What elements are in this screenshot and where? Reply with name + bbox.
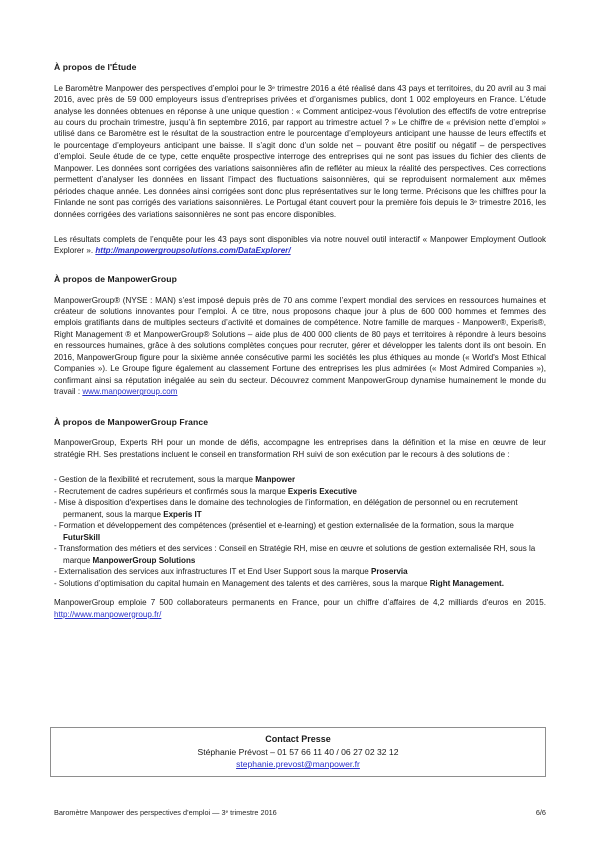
manpowergroup-website-link[interactable]: www.manpowergroup.com: [82, 387, 178, 397]
service-list-item: [54, 486, 546, 498]
paragraph-etude-intro: [54, 83, 546, 220]
service-item-text: - Solutions d’optimisation du capital humain en Management des talents et des carrières, sous la marque: [54, 578, 430, 588]
effectifs-text: ManpowerGroup emploie 7 500 collaborateurs permanents en France, pour un chiffre d’affaires de 4,2 milliards d'euros en 2015.: [54, 598, 546, 608]
service-list-item: [54, 497, 546, 520]
service-item-brand: Manpower: [255, 475, 296, 485]
etude-text-part2: trimestre 2016 a été réalisé dans 43 pays et territoires, du 20 avril au 3 mai 2016, avec près de 59 000 employeurs issus d’entreprises privées et d’organismes publics, dont 1 002 employeurs en France. L’étude analyse les données obtenues en réponse à une unique question : « Comment anticipez-vous l’évolution des effectifs de votre entreprise au cours du prochain trimestre, jusqu’à fin septembre 2016, par rapport au trimestre actuel ? » Le chiffre de « prévision nette d’emploi » utilisé dans ce Baromètre est le résultat de la soustraction entre le pourcentage d’employeurs anticipant une hausse de leurs effectifs et le pourcentage d’employeurs anticipant une baisse. Il s’agit donc d’un solde net – pouvant être positif ou négatif – de perspectives d’emploi. Seule étude de ce type, cette enquête prospective interroge des entreprises qui ne sont pas issues du fichier des clients de Manpower. Les données sont corrigées des variations saisonnières afin de refléter au mieux la réalité des perspectives. Ces corrections permettent d’analyser les données en lissant l’impact des fluctuations saisonnières, qui se reproduisent normalement aux mêmes périodes chaque année. Les données ainsi corrigées sont donc plus représentatives sur le long terme. Précisons que les chiffres pour la Finlande ne sont pas corrigés des variations saisonnières. Le Portugal étant couvert pour la première fois depuis le 3: [54, 83, 546, 208]
contact-title: Contact Presse: [265, 734, 331, 744]
ordinal-superscript: e: [272, 84, 275, 91]
section-heading-etude: À propos de l'Étude: [54, 62, 137, 72]
service-item-brand: FuturSkill: [63, 532, 101, 542]
contact-box: [50, 727, 546, 777]
footer-title-part2: trimestre 2016: [228, 808, 277, 817]
service-item-text: - Transformation des métiers et des services : Conseil en Stratégie RH, mise en œuvre et solutions de gestion externalisée RH, sous la marque: [54, 544, 536, 565]
etude-text-part3: trimestre 2016, les données corrigées des variations saisonnières ne sont pas encore disponibles.: [54, 198, 547, 219]
service-item-brand: Experis IT: [163, 509, 202, 519]
service-item-text: - Mise à disposition d'expertises dans le domaine des technologies de l’information, en délégation de personnel ou en recrutement permanent, sous la marque: [54, 498, 518, 519]
section-heading-manpowergroup-france: À propos de ManpowerGroup France: [54, 416, 209, 427]
footer-title-part1: Baromètre Manpower des perspectives d’emploi — 3: [54, 808, 226, 817]
services-list: [54, 474, 546, 589]
section-heading-manpowergroup: À propos de ManpowerGroup: [54, 273, 177, 284]
service-list-item: [54, 566, 546, 578]
paragraph-manpowergroup-france: ManpowerGroup, Experts RH pour un monde de défis, accompagne les entreprises dans la définition et la mise en œuvre de leur stratégie RH. Ses prestations incluent le conseil en transformation RH suivi de son exécution par le recours à des solutions de :: [54, 438, 546, 459]
data-explorer-link[interactable]: http://manpowergroupsolutions.com/DataExplorer/: [95, 246, 291, 256]
service-list-item: [54, 474, 546, 486]
manpowergroup-text: ManpowerGroup® (NYSE : MAN) s’est imposé depuis près de 70 ans comme l’expert mondial des services en ressources humaines et créateur de solutions innovantes pour l’emploi. À ce titre, nous proposons chaque jour à plus de 600 000 hommes et femmes des emplois gratifiants dans de multiples secteurs d’activité et domaines de compétence. Notre famille de marques - Manpower®, Experis®, Right Management ® et ManpowerGroup® Solutions – aide plus de 400 000 clients de 80 pays et territoires à répondre à leurs besoins en ressources humaines, grâce à des solutions complètes conçues pour recruter, gérer et développer les talents dont ils ont besoin. En 2016, ManpowerGroup figure pour la sixième année consécutive parmi les sociétés les plus éthiques au monde (« World's Most Ethical Companies »). Le Groupe figure également au classement Fortune des entreprises les plus admirées (« Most Admired Companies »), confirmant ainsi sa réputation inégalée au sein du secteur. Découvrez comment ManpowerGroup dynamise humainement le monde du travail :: [54, 295, 546, 397]
service-list-item: [54, 543, 546, 566]
paragraph-data-explorer: [54, 234, 546, 257]
service-item-brand: Right Management.: [429, 578, 504, 588]
contact-person-line: Stéphanie Prévost – 01 57 66 11 40 / 06 27 02 32 12: [197, 747, 399, 757]
footer-document-title: [54, 808, 277, 817]
service-item-brand: ManpowerGroup Solutions: [92, 555, 196, 565]
service-item-text: - Recrutement de cadres supérieurs et confirmés sous la marque: [54, 486, 288, 496]
service-item-text: - Formation et développement des compétences (présentiel et e-learning) et gestion externalisée de la formation, sous la marque: [54, 521, 514, 531]
service-item-brand: Proservia: [370, 567, 408, 577]
manpowergroup-fr-link[interactable]: http://www.manpowergroup.fr/: [54, 609, 162, 619]
contact-email-link[interactable]: stephanie.prevost@manpower.fr: [236, 759, 360, 769]
service-item-text: - Gestion de la flexibilité et recrutement, sous la marque: [54, 475, 256, 485]
etude-text-part1: Le Baromètre Manpower des perspectives d’emploi pour le 3: [54, 83, 273, 93]
footer-ordinal-superscript: e: [225, 809, 229, 815]
paragraph-manpowergroup: [54, 295, 546, 398]
data-explorer-text: Les résultats complets de l’enquête pour les 43 pays sont disponibles via notre nouvel outil interactif « Manpower Employment Outlook Explorer ».: [54, 235, 546, 256]
service-list-item: [54, 578, 546, 590]
contact-email-wrap: [57, 758, 539, 770]
page-footer: [54, 808, 546, 817]
ordinal-superscript-2: e: [474, 199, 477, 206]
paragraph-effectifs: [54, 597, 546, 620]
service-item-text: - Externalisation des services aux infrastructures IT et End User Support sous la marque: [54, 567, 371, 577]
page-number: 6/6: [535, 808, 546, 817]
service-item-brand: Experis Executive: [287, 486, 357, 496]
service-list-item: [54, 520, 546, 543]
